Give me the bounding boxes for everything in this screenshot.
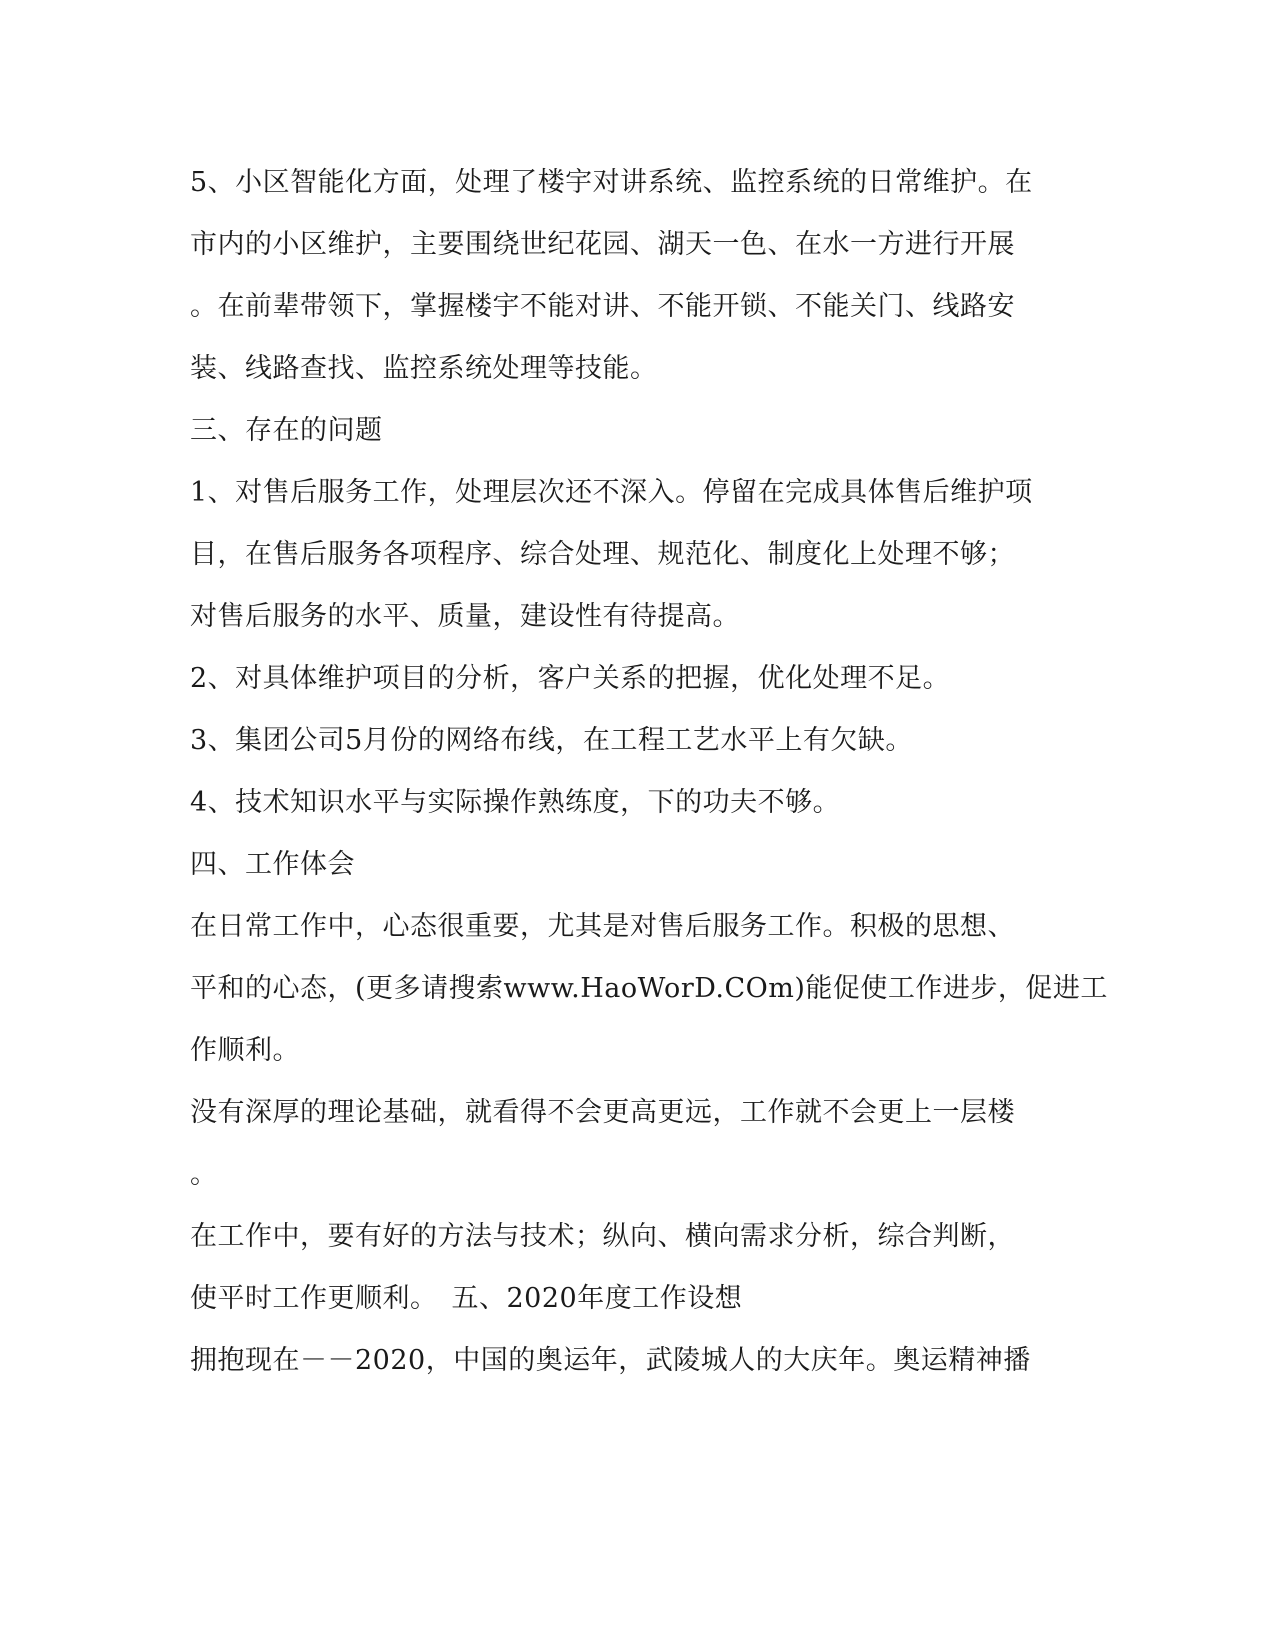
section-heading: 四、工作体会 — [190, 849, 355, 880]
paragraph-line: 在日常工作中，心态很重要，尤其是对售后服务工作。积极的思想、 — [190, 911, 1015, 942]
paragraph-line: 3、集团公司5月份的网络布线，在工程工艺水平上有欠缺。 — [190, 725, 913, 756]
document-body — [190, 152, 1108, 1392]
paragraph-line: 没有深厚的理论基础，就看得不会更高更远，工作就不会更上一层楼 — [190, 1097, 1015, 1128]
paragraph-line: 使平时工作更顺利。 五、2020年度工作设想 — [190, 1283, 743, 1314]
paragraph-line: 对售后服务的水平、质量，建设性有待提高。 — [190, 601, 740, 632]
paragraph-line: 2、对具体维护项目的分析，客户关系的把握，优化处理不足。 — [190, 663, 951, 694]
paragraph-line: 拥抱现在－－2020，中国的奥运年，武陵城人的大庆年。奥运精神播 — [190, 1345, 1031, 1376]
paragraph-line: 5、小区智能化方面，处理了楼宇对讲系统、监控系统的日常维护。在 — [190, 167, 1033, 198]
paragraph-line: 4、技术知识水平与实际操作熟练度，下的功夫不够。 — [190, 787, 841, 818]
paragraph-line: 在工作中，要有好的方法与技术；纵向、横向需求分析，综合判断， — [190, 1221, 1015, 1252]
paragraph-line: 。 — [190, 1159, 218, 1190]
paragraph-line: 市内的小区维护，主要围绕世纪花园、湖天一色、在水一方进行开展 — [190, 229, 1015, 260]
paragraph-line: 1、对售后服务工作，处理层次还不深入。停留在完成具体售后维护项 — [190, 477, 1033, 508]
paragraph-line: 平和的心态，(更多请搜索www.HaoWorD.COm)能促使工作进步，促进工 — [190, 973, 1108, 1004]
section-heading: 三、存在的问题 — [190, 415, 383, 446]
paragraph-line: 装、线路查找、监控系统处理等技能。 — [190, 353, 658, 384]
paragraph-line: 作顺利。 — [190, 1035, 300, 1066]
paragraph-line: 。在前辈带领下，掌握楼宇不能对讲、不能开锁、不能关门、线路安 — [190, 291, 1015, 322]
paragraph-line: 目，在售后服务各项程序、综合处理、规范化、制度化上处理不够； — [190, 539, 1015, 570]
